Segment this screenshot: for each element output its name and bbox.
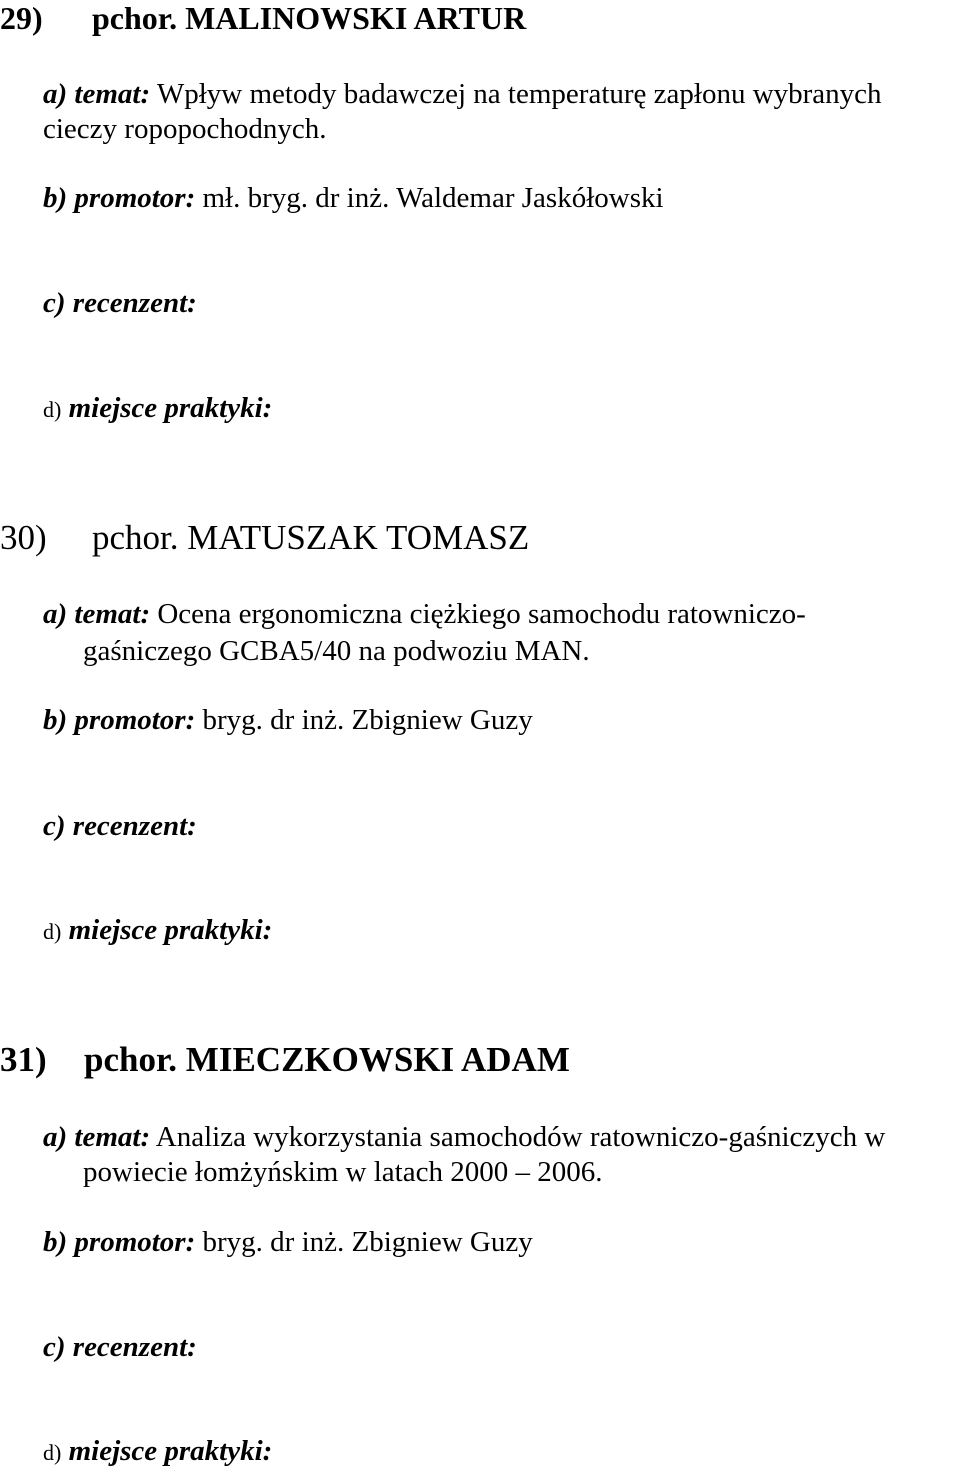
- miejsce-label: miejsce praktyki:: [68, 914, 273, 946]
- temat-line: [43, 600, 806, 629]
- entry-heading: [0, 0, 527, 36]
- promotor-label: b) promotor:: [43, 1226, 196, 1258]
- recenzent-label: c) recenzent:: [43, 810, 197, 842]
- entry-number: 31): [0, 1040, 47, 1079]
- miejsce-prefix: d): [43, 919, 62, 944]
- temat-line: [43, 1123, 885, 1152]
- recenzent-label: c) recenzent:: [43, 287, 197, 319]
- temat-label: a) temat:: [43, 78, 151, 110]
- temat-text: Wpływ metody badawczej na temperaturę zapłonu wybranych: [156, 78, 882, 110]
- entry-number: 30): [0, 518, 47, 557]
- promotor-line: [43, 1228, 533, 1257]
- entry-heading: [0, 518, 530, 557]
- promotor-label: b) promotor:: [43, 704, 196, 736]
- promotor-line: [43, 706, 533, 735]
- miejsce-line: [43, 1437, 272, 1466]
- temat-line: [43, 80, 882, 109]
- promotor-line: [43, 184, 664, 213]
- temat-text: Analiza wykorzystania samochodów ratowniczo-gaśniczych w: [155, 1121, 886, 1153]
- temat-text: Ocena ergonomiczna ciężkiego samochodu ratowniczo-: [157, 598, 806, 630]
- miejsce-line: [43, 394, 272, 423]
- entry-heading: [0, 1040, 570, 1079]
- temat-line-continued: cieczy ropopochodnych.: [43, 113, 327, 145]
- miejsce-prefix: d): [43, 397, 62, 422]
- miejsce-line: [43, 916, 272, 945]
- promotor-label: b) promotor:: [43, 182, 196, 214]
- temat-line-continued: powiecie łomżyńskim w latach 2000 – 2006.: [83, 1156, 603, 1188]
- temat-line-continued: gaśniczego GCBA5/40 na podwoziu MAN.: [83, 635, 590, 667]
- promotor-value: bryg. dr inż. Zbigniew Guzy: [202, 1226, 533, 1258]
- temat-label: a) temat:: [43, 598, 151, 630]
- entry-number: 29): [0, 0, 43, 36]
- recenzent-label: c) recenzent:: [43, 1331, 197, 1363]
- temat-label: a) temat:: [43, 1121, 151, 1153]
- promotor-value: mł. bryg. dr inż. Waldemar Jaskółowski: [202, 182, 664, 214]
- entry-name: pchor. MIECZKOWSKI ADAM: [84, 1040, 570, 1079]
- miejsce-label: miejsce praktyki:: [68, 1435, 273, 1467]
- promotor-value: bryg. dr inż. Zbigniew Guzy: [202, 704, 533, 736]
- miejsce-prefix: d): [43, 1440, 62, 1465]
- entry-name: pchor. MALINOWSKI ARTUR: [92, 0, 527, 36]
- miejsce-label: miejsce praktyki:: [68, 392, 273, 424]
- entry-name: pchor. MATUSZAK TOMASZ: [92, 518, 530, 557]
